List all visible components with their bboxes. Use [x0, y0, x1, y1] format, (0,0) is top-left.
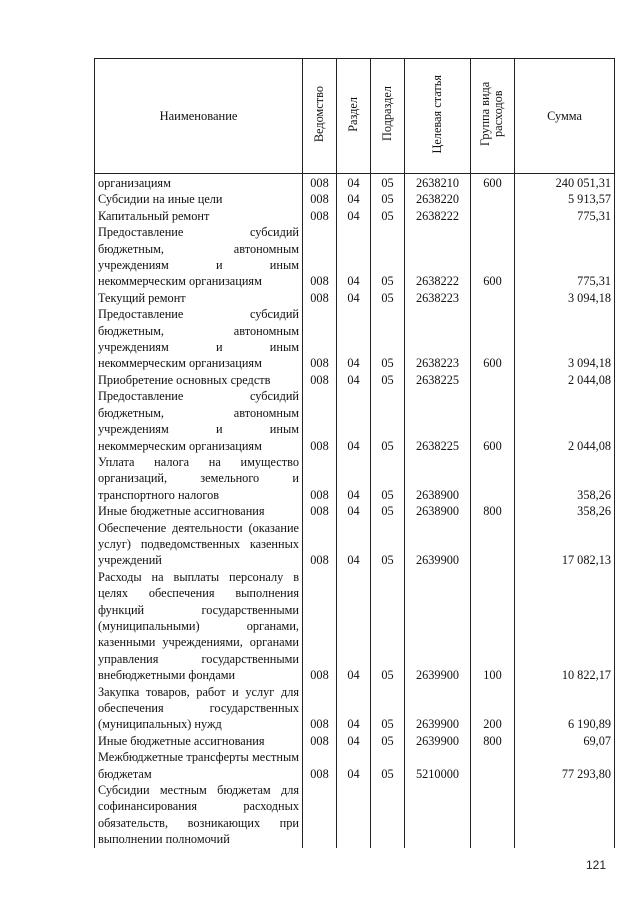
- header-celevaya-statya: Целевая статья: [430, 74, 444, 154]
- row-name: Предоставление субсидий бюджетным, автономным учреждениям и иным некоммерческим организациям: [95, 306, 303, 372]
- row-podrazdel: 05: [371, 224, 405, 290]
- table-row: [95, 733, 615, 749]
- row-razdel: 04: [337, 208, 371, 224]
- row-podrazdel: 05: [371, 208, 405, 224]
- table-row: [95, 684, 615, 733]
- row-name: Капитальный ремонт: [95, 208, 303, 224]
- row-summa: 775,31: [515, 224, 615, 290]
- row-celevaya-statya: 2639900: [405, 684, 471, 733]
- table-row: [95, 191, 615, 207]
- row-gruppa: 200: [471, 684, 515, 733]
- row-summa: 10 822,17: [515, 569, 615, 684]
- table-row: [95, 569, 615, 684]
- header-gruppa-cell: [471, 59, 515, 174]
- row-podrazdel: 05: [371, 388, 405, 454]
- header-vedomstvo: Ведомство: [312, 85, 326, 143]
- row-celevaya-statya: 2638220: [405, 191, 471, 207]
- table-row: [95, 782, 615, 848]
- header-summa: Сумма: [515, 59, 615, 174]
- header-gruppa-vida-raskhodov: Группа вида расходов: [477, 81, 505, 147]
- row-vedomstvo: 008: [303, 503, 337, 519]
- row-summa: 240 051,31: [515, 174, 615, 192]
- table-header-row: [95, 59, 615, 174]
- header-razdel-cell: [337, 59, 371, 174]
- row-vedomstvo: 008: [303, 306, 337, 372]
- row-razdel: 04: [337, 388, 371, 454]
- row-razdel: 04: [337, 684, 371, 733]
- row-gruppa: [471, 749, 515, 782]
- row-razdel: 04: [337, 174, 371, 192]
- page-number: 121: [585, 858, 606, 872]
- row-gruppa: [471, 782, 515, 848]
- row-razdel: 04: [337, 520, 371, 569]
- row-summa: 6 190,89: [515, 684, 615, 733]
- row-vedomstvo: 008: [303, 388, 337, 454]
- row-summa: [515, 782, 615, 848]
- row-vedomstvo: 008: [303, 174, 337, 192]
- row-celevaya-statya: 5210000: [405, 749, 471, 782]
- row-gruppa: 600: [471, 388, 515, 454]
- row-podrazdel: 05: [371, 569, 405, 684]
- row-vedomstvo: 008: [303, 733, 337, 749]
- row-razdel: [337, 782, 371, 848]
- row-celevaya-statya: 2639900: [405, 733, 471, 749]
- row-gruppa: [471, 454, 515, 503]
- row-razdel: 04: [337, 306, 371, 372]
- row-summa: 3 094,18: [515, 290, 615, 306]
- row-gruppa: [471, 520, 515, 569]
- row-celevaya-statya: 2638223: [405, 290, 471, 306]
- row-celevaya-statya: 2638210: [405, 174, 471, 192]
- table-row: [95, 520, 615, 569]
- table-row: [95, 372, 615, 388]
- row-gruppa: 100: [471, 569, 515, 684]
- row-summa: 17 082,13: [515, 520, 615, 569]
- row-vedomstvo: 008: [303, 290, 337, 306]
- row-podrazdel: 05: [371, 733, 405, 749]
- row-summa: 358,26: [515, 503, 615, 519]
- row-podrazdel: 05: [371, 503, 405, 519]
- row-gruppa: 600: [471, 224, 515, 290]
- header-name: Наименование: [95, 59, 303, 174]
- row-razdel: 04: [337, 191, 371, 207]
- row-podrazdel: [371, 782, 405, 848]
- row-name: Субсидии местным бюджетам для софинансирования расходных обязательств, возникающих при выполнении полномочий: [95, 782, 303, 848]
- table-row: [95, 224, 615, 290]
- row-name: Закупка товаров, работ и услуг для обеспечения государственных (муниципальных) нужд: [95, 684, 303, 733]
- row-razdel: 04: [337, 372, 371, 388]
- header-vedomstvo-cell: [303, 59, 337, 174]
- row-vedomstvo: 008: [303, 454, 337, 503]
- row-summa: 69,07: [515, 733, 615, 749]
- table-row: [95, 290, 615, 306]
- row-vedomstvo: 008: [303, 224, 337, 290]
- row-razdel: 04: [337, 503, 371, 519]
- row-name: Предоставление субсидий бюджетным, автономным учреждениям и иным некоммерческим организациям: [95, 388, 303, 454]
- header-podrazdel: Подраздел: [380, 86, 394, 142]
- row-celevaya-statya: 2638900: [405, 454, 471, 503]
- header-celevaya-cell: [405, 59, 471, 174]
- table-row: [95, 306, 615, 372]
- row-gruppa: [471, 208, 515, 224]
- row-summa: 2 044,08: [515, 372, 615, 388]
- header-razdel: Раздел: [346, 96, 360, 132]
- row-name: Иные бюджетные ассигнования: [95, 733, 303, 749]
- row-celevaya-statya: 2638222: [405, 224, 471, 290]
- row-podrazdel: 05: [371, 306, 405, 372]
- row-celevaya-statya: 2638222: [405, 208, 471, 224]
- budget-table: [94, 58, 615, 848]
- row-podrazdel: 05: [371, 454, 405, 503]
- row-summa: 77 293,80: [515, 749, 615, 782]
- row-podrazdel: 05: [371, 191, 405, 207]
- row-celevaya-statya: [405, 782, 471, 848]
- row-vedomstvo: 008: [303, 372, 337, 388]
- row-celevaya-statya: 2638225: [405, 372, 471, 388]
- row-name: Обеспечение деятельности (оказание услуг) подведомственных казенных учреждений: [95, 520, 303, 569]
- row-razdel: 04: [337, 569, 371, 684]
- row-name: Расходы на выплаты персоналу в целях обеспечения выполнения функций государственными (муниципальными) органами, казенными учреждениями, органами управления государственными внебюджетными фондами: [95, 569, 303, 684]
- row-celevaya-statya: 2638223: [405, 306, 471, 372]
- row-summa: 358,26: [515, 454, 615, 503]
- row-podrazdel: 05: [371, 174, 405, 192]
- row-gruppa: 800: [471, 733, 515, 749]
- row-gruppa: [471, 372, 515, 388]
- row-razdel: 04: [337, 733, 371, 749]
- row-celevaya-statya: 2639900: [405, 569, 471, 684]
- row-name: организациям: [95, 174, 303, 192]
- table-row: [95, 503, 615, 519]
- row-podrazdel: 05: [371, 749, 405, 782]
- row-gruppa: 600: [471, 306, 515, 372]
- row-gruppa: [471, 290, 515, 306]
- row-name: Иные бюджетные ассигнования: [95, 503, 303, 519]
- row-summa: 5 913,57: [515, 191, 615, 207]
- row-celevaya-statya: 2639900: [405, 520, 471, 569]
- row-podrazdel: 05: [371, 372, 405, 388]
- row-name: Субсидии на иные цели: [95, 191, 303, 207]
- row-summa: 3 094,18: [515, 306, 615, 372]
- row-podrazdel: 05: [371, 290, 405, 306]
- row-razdel: 04: [337, 749, 371, 782]
- row-vedomstvo: 008: [303, 569, 337, 684]
- row-vedomstvo: 008: [303, 520, 337, 569]
- row-razdel: 04: [337, 454, 371, 503]
- row-gruppa: 800: [471, 503, 515, 519]
- table-row: [95, 174, 615, 192]
- table-row: [95, 749, 615, 782]
- row-vedomstvo: 008: [303, 208, 337, 224]
- row-summa: 775,31: [515, 208, 615, 224]
- table-body: [95, 174, 615, 848]
- row-vedomstvo: 008: [303, 684, 337, 733]
- row-celevaya-statya: 2638900: [405, 503, 471, 519]
- row-podrazdel: 05: [371, 520, 405, 569]
- row-name: Приобретение основных средств: [95, 372, 303, 388]
- row-celevaya-statya: 2638225: [405, 388, 471, 454]
- row-gruppa: 600: [471, 174, 515, 192]
- table-row: [95, 208, 615, 224]
- row-vedomstvo: 008: [303, 749, 337, 782]
- row-name: Предоставление субсидий бюджетным, автономным учреждениям и иным некоммерческим организациям: [95, 224, 303, 290]
- header-podrazdel-cell: [371, 59, 405, 174]
- table-row: [95, 388, 615, 454]
- row-podrazdel: 05: [371, 684, 405, 733]
- row-name: Межбюджетные трансферты местным бюджетам: [95, 749, 303, 782]
- row-summa: 2 044,08: [515, 388, 615, 454]
- row-name: Текущий ремонт: [95, 290, 303, 306]
- row-gruppa: [471, 191, 515, 207]
- row-name: Уплата налога на имущество организаций, земельного и транспортного налогов: [95, 454, 303, 503]
- row-vedomstvo: [303, 782, 337, 848]
- table-row: [95, 454, 615, 503]
- row-razdel: 04: [337, 290, 371, 306]
- row-razdel: 04: [337, 224, 371, 290]
- row-vedomstvo: 008: [303, 191, 337, 207]
